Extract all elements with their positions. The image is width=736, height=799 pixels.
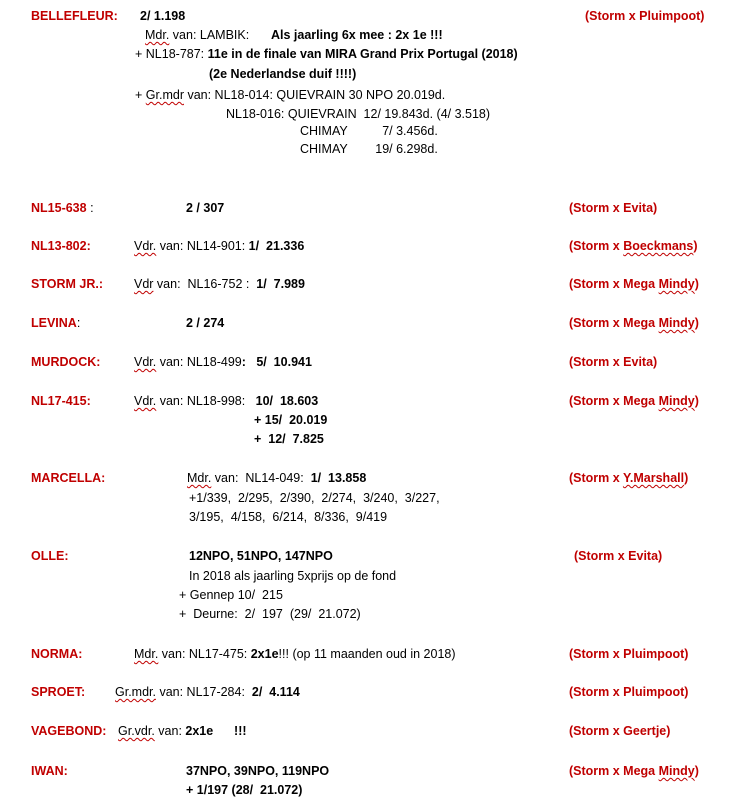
pigeon-name-iwan: IWAN: [31, 764, 68, 778]
pigeon-name-nl15-638: NL15-638 : [31, 201, 94, 215]
result-nl15-638: 2 / 307 [186, 201, 225, 215]
pedigree-nl17-415: (Storm x Mega Mindy) [569, 394, 699, 408]
pedigree-murdock: (Storm x Evita) [569, 355, 658, 369]
pedigree-vagebond: (Storm x Geertje) [569, 724, 671, 738]
deurne-line-olle: + Deurne: 2/ 197 (29/ 21.072) [179, 607, 361, 621]
parent-line-sproet: Gr.mdr. van: NL17-284: 2/ 4.114 [115, 685, 300, 699]
result-line-2-nl17-415: + 15/ 20.019 [254, 413, 328, 427]
note-line-olle: In 2018 als jaarling 5xprijs op de fond [189, 569, 397, 583]
result-bellefleur: 2/ 1.198 [140, 9, 186, 23]
gennep-line-olle: + Gennep 10/ 215 [179, 588, 283, 602]
grandmother-line: + Gr.mdr van: NL18-014: QUIEVRAIN 30 NPO 20.019d. [135, 88, 446, 102]
parent-line-marcella: Mdr. van: NL14-049: 1/ 13.858 [187, 471, 367, 485]
pigeon-name-sproet: SPROET: [31, 685, 86, 699]
pedigree-levina: (Storm x Mega Mindy) [569, 316, 699, 330]
parent-line-nl13-802: Vdr. van: NL14-901: 1/ 21.336 [134, 239, 305, 253]
nl18-787-line: + NL18-787: 11e in de finale van MIRA Grand Prix Portugal (2018) [135, 47, 518, 61]
results-line-2-marcella: +1/339, 2/295, 2/390, 2/274, 3/240, 3/227, [189, 491, 440, 505]
pigeon-name-murdock: MURDOCK: [31, 355, 101, 369]
parent-line-nl17-415: Vdr. van: NL18-998: 10/ 18.603 [134, 394, 319, 408]
pedigree-nl13-802: (Storm x Boeckmans) [569, 239, 698, 253]
pedigree-nl15-638: (Storm x Evita) [569, 201, 658, 215]
pigeon-name-norma: NORMA: [31, 647, 83, 661]
pedigree-olle: (Storm x Evita) [574, 549, 663, 563]
pigeon-name-bellefleur: BELLEFLEUR: [31, 9, 118, 23]
result-line-3-nl17-415: + 12/ 7.825 [254, 432, 324, 446]
pedigree-sproet: (Storm x Pluimpoot) [569, 685, 689, 699]
pedigree-bellefleur: (Storm x Pluimpoot) [585, 9, 705, 23]
pedigree-marcella: (Storm x Y.Marshall) [569, 471, 689, 485]
pigeon-name-nl17-415: NL17-415: [31, 394, 91, 408]
pigeon-name-nl13-802: NL13-802: [31, 239, 91, 253]
result-olle: 12NPO, 51NPO, 147NPO [189, 549, 333, 563]
mother-line: Mdr. van: LAMBIK: [145, 28, 250, 42]
pigeon-name-vagebond: VAGEBOND: [31, 724, 107, 738]
parent-line-storm-jr: Vdr van: NL16-752 : 1/ 7.989 [134, 277, 305, 291]
result-line-2-iwan: + 1/197 (28/ 21.072) [186, 783, 303, 797]
mother-achievement: Als jaarling 6x mee : 2x 1e !!! [271, 28, 443, 42]
pigeon-name-storm-jr: STORM JR.: [31, 277, 103, 291]
chimay-line-1: CHIMAY 7/ 3.456d. [300, 124, 438, 138]
nl18-016-line: NL18-016: QUIEVRAIN 12/ 19.843d. (4/ 3.518) [226, 107, 491, 121]
pigeon-name-olle: OLLE: [31, 549, 69, 563]
dutch-pigeon-note: (2e Nederlandse duif !!!!) [209, 67, 357, 81]
pigeon-name-marcella: MARCELLA: [31, 471, 106, 485]
results-line-3-marcella: 3/195, 4/158, 6/214, 8/336, 9/419 [189, 510, 388, 524]
pedigree-iwan: (Storm x Mega Mindy) [569, 764, 699, 778]
pigeon-name-levina: LEVINA: [31, 316, 81, 330]
parent-line-norma: Mdr. van: NL17-475: 2x1e!!! (op 11 maanden oud in 2018) [134, 647, 456, 661]
chimay-line-2: CHIMAY 19/ 6.298d. [300, 142, 438, 156]
pedigree-storm-jr: (Storm x Mega Mindy) [569, 277, 699, 291]
result-levina: 2 / 274 [186, 316, 225, 330]
parent-line-murdock: Vdr. van: NL18-499: 5/ 10.941 [134, 355, 312, 369]
result-iwan: 37NPO, 39NPO, 119NPO [186, 764, 330, 778]
parent-line-vagebond: Gr.vdr. van: 2x1e !!! [118, 724, 247, 738]
pedigree-norma: (Storm x Pluimpoot) [569, 647, 689, 661]
